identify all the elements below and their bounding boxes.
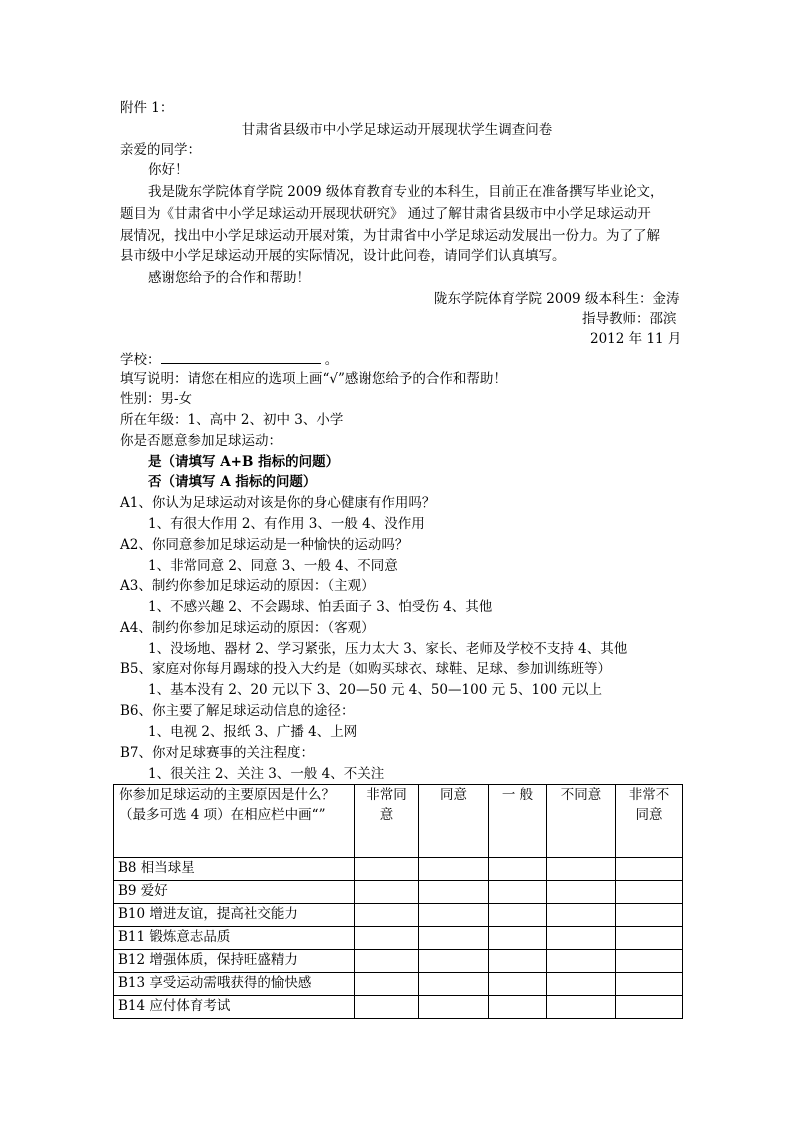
column-header-line: 一 般 (501, 787, 534, 803)
answer-cell[interactable] (489, 950, 547, 973)
table-question-cell (114, 785, 355, 858)
answer-cell[interactable] (419, 881, 489, 904)
table-row (114, 996, 683, 1019)
column-header-strongly-disagree (616, 785, 683, 858)
answer-cell[interactable] (547, 904, 616, 927)
attachment-label: 附件 1： (120, 100, 174, 116)
table-row (114, 927, 683, 950)
table-row (114, 881, 683, 904)
table-header-row (114, 785, 683, 858)
intro-line-3: 展情况，找出中小学足球运动开展对策，为甘肃省中小学足球运动发展出一份力。为了了解 (120, 228, 660, 244)
grade-line: 所在年级：1、高中 2、初中 3、小学 (120, 412, 344, 428)
options-b5: 1、基本没有 2、20 元以下 3、20—50 元 4、50—100 元 5、100 元以上 (148, 682, 603, 698)
signature-author: 陇东学院体育学院 2009 级本科生：金涛 (434, 291, 680, 307)
table-question-line-1: 你参加足球运动的主要原因是什么？ (119, 787, 335, 803)
answer-cell[interactable] (547, 881, 616, 904)
row-label-b9: B9 爱好 (114, 881, 355, 904)
row-label-b14: B14 应付体育考试 (114, 996, 355, 1019)
row-label-b8: B8 相当球星 (114, 858, 355, 881)
answer-cell[interactable] (355, 973, 419, 996)
column-header-disagree (547, 785, 616, 858)
answer-cell[interactable] (547, 927, 616, 950)
options-a4: 1、没场地、器材 2、学习紧张，压力太大 3、家长、老师及学校不支持 4、其他 (148, 641, 628, 657)
table-row (114, 904, 683, 927)
instructions: 填写说明：请您在相应的选项上画“√”感谢您给予的合作和帮助！ (120, 371, 507, 387)
answer-cell[interactable] (355, 858, 419, 881)
column-header-neutral (489, 785, 547, 858)
options-a3: 1、不感兴趣 2、不会踢球、怕丢面子 3、怕受伤 4、其他 (148, 599, 493, 615)
intro-line-4: 县市级中小学足球运动开展的实际情况，设计此问卷，请同学们认真填写。 (120, 248, 566, 264)
answer-cell[interactable] (616, 927, 683, 950)
answer-cell[interactable] (547, 996, 616, 1019)
answer-cell[interactable] (419, 996, 489, 1019)
row-label-b10: B10 增进友谊，提高社交能力 (114, 904, 355, 927)
answer-cell[interactable] (616, 858, 683, 881)
row-label-b12: B12 增强体质，保持旺盛精力 (114, 950, 355, 973)
question-b7: B7、你对足球赛事的关注程度： (120, 745, 315, 761)
column-header-line: 意 (379, 807, 394, 823)
answer-cell[interactable] (355, 881, 419, 904)
school-end: 。 (324, 352, 339, 368)
column-header-line: 同意 (440, 787, 467, 803)
no-option: 否（请填写 A 指标的问题） (148, 474, 317, 490)
question-a3: A3、制约你参加足球运动的原因：（主观） (120, 578, 375, 594)
row-label-b13: B13 享受运动需哦获得的愉快感 (114, 973, 355, 996)
question-a2: A2、你同意参加足球运动是一种愉快的运动吗？ (120, 537, 409, 553)
answer-cell[interactable] (419, 950, 489, 973)
column-header-line: 同意 (635, 807, 663, 823)
answer-cell[interactable] (547, 973, 616, 996)
column-header-line: 不同意 (560, 787, 602, 803)
answer-cell[interactable] (355, 950, 419, 973)
answer-cell[interactable] (489, 904, 547, 927)
willing-question: 你是否愿意参加足球运动： (120, 433, 282, 449)
yes-option: 是（请填写 A+B 指标的问题） (148, 454, 340, 470)
question-a1: A1、你认为足球运动对该是你的身心健康有作用吗？ (120, 495, 436, 511)
reasons-table (113, 784, 683, 1019)
answer-cell[interactable] (489, 858, 547, 881)
answer-cell[interactable] (616, 973, 683, 996)
table-question-line-2: （最多可选 4 项）在相应栏中画“” (119, 807, 326, 823)
school-field[interactable] (120, 349, 338, 370)
answer-cell[interactable] (616, 881, 683, 904)
gender-line: 性别：男-女 (120, 391, 193, 407)
answer-cell[interactable] (616, 950, 683, 973)
answer-cell[interactable] (419, 927, 489, 950)
question-b6: B6、你主要了解足球运动信息的途径： (120, 703, 355, 719)
hello-line: 你好！ (148, 162, 189, 178)
answer-cell[interactable] (419, 904, 489, 927)
options-b6: 1、电视 2、报纸 3、广播 4、上网 (148, 724, 358, 740)
column-header-line: 非常不 (628, 787, 670, 803)
intro-line-1: 我是陇东学院体育学院 2009 级体育教育专业的本科生，目前正在准备撰写毕业论文， (148, 184, 664, 200)
answer-cell[interactable] (616, 996, 683, 1019)
answer-cell[interactable] (547, 950, 616, 973)
table-row (114, 973, 683, 996)
answer-cell[interactable] (355, 927, 419, 950)
document-title: 甘肃省县级市中小学足球运动开展现状学生调查问卷 (241, 122, 553, 138)
table-row (114, 858, 683, 881)
answer-cell[interactable] (419, 973, 489, 996)
question-a4: A4、制约你参加足球运动的原因：（客观） (120, 620, 375, 636)
signature-advisor: 指导教师：邵滨 (582, 311, 677, 327)
school-label: 学校： (120, 352, 161, 368)
answer-cell[interactable] (419, 858, 489, 881)
answer-cell[interactable] (489, 973, 547, 996)
column-header-agree (419, 785, 489, 858)
greeting: 亲爱的同学： (120, 142, 201, 158)
column-header-line: 非常同 (366, 787, 407, 803)
row-label-b11: B11 锻炼意志品质 (114, 927, 355, 950)
options-a1: 1、有很大作用 2、有作用 3、一般 4、没作用 (148, 516, 425, 532)
answer-cell[interactable] (489, 881, 547, 904)
answer-cell[interactable] (489, 927, 547, 950)
options-a2: 1、非常同意 2、同意 3、一般 4、不同意 (148, 558, 398, 574)
answer-cell[interactable] (489, 996, 547, 1019)
options-b7: 1、很关注 2、关注 3、一般 4、不关注 (148, 766, 385, 782)
answer-cell[interactable] (355, 996, 419, 1019)
thanks-line: 感谢您给予的合作和帮助！ (148, 270, 310, 286)
school-input-line[interactable] (161, 349, 321, 364)
answer-cell[interactable] (547, 858, 616, 881)
answer-cell[interactable] (616, 904, 683, 927)
answer-cell[interactable] (355, 904, 419, 927)
table-row (114, 950, 683, 973)
question-b5: B5、家庭对你每月踢球的投入大约是（如购买球衣、球鞋、足球、参加训练班等） (120, 661, 612, 677)
intro-line-2: 题目为《甘肃省中小学足球运动开展现状研究》 通过了解甘肃省县级市中小学足球运动开 (120, 206, 651, 222)
column-header-strongly-agree (355, 785, 419, 858)
signature-date: 2012 年 11 月 (590, 331, 682, 347)
